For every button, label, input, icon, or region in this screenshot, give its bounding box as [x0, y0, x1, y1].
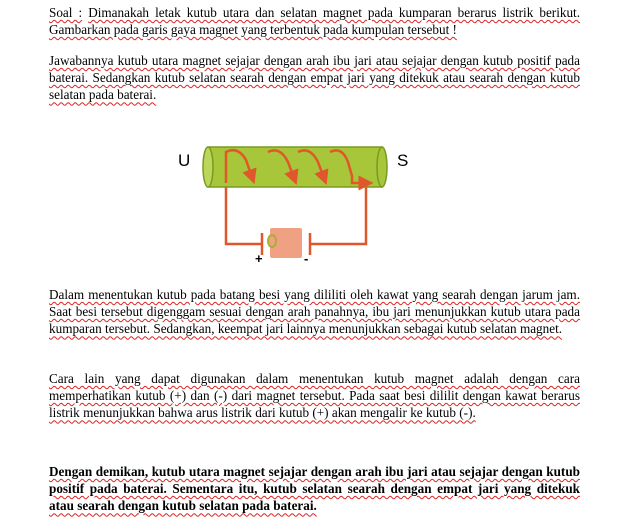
question-label: Soal : — [49, 5, 83, 20]
battery-plus-label: + — [255, 251, 263, 266]
answer-paragraph: Jawabannya kutub utara magnet sejajar dengan arah ibu jari atau sejajar dengan kutub positif pada baterai. Sedangkan kutub selatan searah dengan empat jari yang ditekuk atau searah dengan kutub selatan pada baterai. — [49, 53, 580, 103]
iron-rod — [208, 147, 382, 187]
battery-minus-label: - — [304, 251, 309, 266]
rod-end-left — [203, 147, 213, 187]
wire-right — [310, 183, 366, 244]
battery-positive-terminal — [268, 235, 276, 247]
explanation-paragraph-2: Cara lain yang dapat digunakan dalam menentukan kutub magnet adalah dengan cara memperhatikan kutub (+) dan (-) dari magnet tersebut. Pada saat besi dililit dengan kawat berarus listrik menunjukkan bahwa arus listrik dari kutub (+) akan mengalir ke kutub (-). — [49, 371, 580, 421]
question-text: Dimanakah letak kutub utara dan selatan magnet pada kumparan berarus listrik berikut. Gambarkan pada garis gaya magnet yang terbentuk pada kumpulan tersebut ! — [49, 5, 581, 38]
wire-left — [226, 183, 262, 244]
explanation-paragraph-1: Dalam menentukan kutub pada batang besi yang dililiti oleh kawat yang searah dengan jarum jam. Saat besi tersebut digenggam sesuai dengan arah panahnya, ibu jari menunjukkan kutub utara pada kumparan tersebut. Sedangkan, keempat jari lainnya menunjukkan sebagai kutub selatan magnet. — [49, 287, 580, 337]
conclusion-paragraph: Dengan demikan, kutub utara magnet sejajar dengan arah ibu jari atau sejajar dengan kutub positif pada baterai. Sementara itu, kutub selatan searah dengan empat jari yang ditekuk atau searah dengan kutub selatan pada baterai. — [49, 464, 580, 514]
north-pole-label: U — [178, 151, 191, 170]
rod-end-right — [377, 147, 387, 187]
south-pole-label: S — [397, 151, 409, 170]
